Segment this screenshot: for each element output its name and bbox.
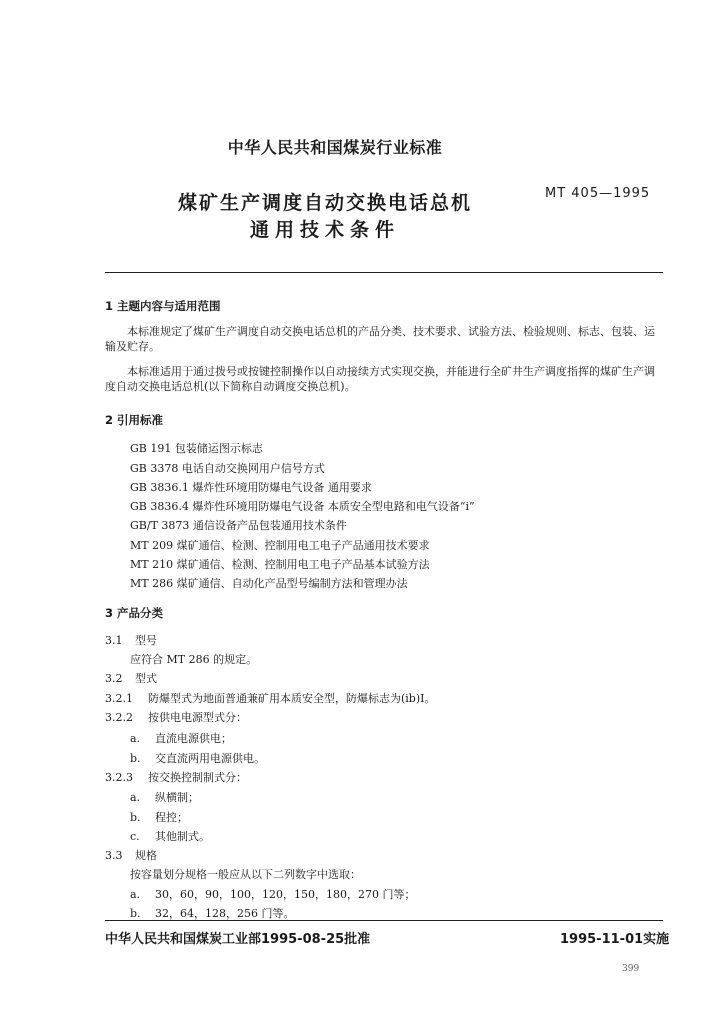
list-item-text: 直流电源供电；	[155, 732, 232, 745]
list-item-label: a.	[130, 732, 141, 745]
approval-line: 中华人民共和国煤炭工业部1995-08-25批准	[105, 932, 371, 947]
implementation-date: 1995-11-01实施	[560, 932, 670, 947]
list-item-text: 其他制式。	[155, 830, 210, 843]
clause-text: 按供电电源型式分：	[148, 711, 247, 724]
section-1-paragraph-1: 本标准规定了煤矿生产调度自动交换电话总机的产品分类、技术要求、试验方法、检验规则、标志、包装、运输及贮存。	[105, 325, 655, 353]
reference-item: MT 210 煤矿通信、检测、控制用电工电子产品基本试验方法	[130, 558, 430, 571]
clause-text: 按交换控制制式分：	[148, 771, 247, 784]
clause-number: 3.2.2	[105, 711, 133, 724]
section-1-paragraph-2: 本标准适用于通过拨号或按键控制操作以自动接续方式实现交换，并能进行全矿井生产调度指挥的煤矿生产调度自动交换电话总机(以下简称自动调度交换总机)。	[105, 365, 655, 393]
clause-text: 防爆型式为地面普通兼矿用本质安全型，防爆标志为(ib)I。	[148, 692, 436, 705]
clause-title: 型号	[135, 634, 157, 647]
list-item-text: 30，60，90，100，120，150，180，270 门等；	[155, 888, 416, 901]
list-item-text: 32，64，128，256 门等。	[155, 907, 295, 920]
list-item-label: a.	[130, 888, 141, 901]
clause-title: 规格	[135, 849, 157, 862]
document-title-line1: 煤矿生产调度自动交换电话总机	[177, 192, 472, 214]
clause-title: 型式	[135, 672, 157, 685]
clause-number: 3.1	[105, 634, 123, 647]
section-2-heading: 2 引用标准	[105, 413, 164, 427]
list-item-text: 程控；	[155, 811, 188, 824]
section-1-heading: 1 主题内容与适用范围	[105, 299, 221, 313]
reference-item: GB 3836.1 爆炸性环境用防爆电气设备 通用要求	[130, 481, 372, 494]
reference-item: GB 3378 电话自动交换网用户信号方式	[130, 462, 325, 475]
footer-divider	[105, 920, 663, 921]
reference-item: MT 209 煤矿通信、检测、控制用电工电子产品通用技术要求	[130, 539, 430, 552]
list-item-label: b.	[130, 811, 141, 824]
list-item-text: 交直流两用电源供电。	[155, 752, 265, 765]
clause-text: 应符合 MT 286 的规定。	[130, 653, 258, 666]
reference-item: GB 3836.4 爆炸性环境用防爆电气设备 本质安全型电路和电气设备“i”	[130, 500, 475, 513]
list-item-label: c.	[130, 830, 140, 843]
clause-number: 3.2	[105, 672, 123, 685]
clause-text: 按容量划分规格一般应从以下二列数字中选取：	[130, 868, 361, 881]
page-number: 399	[622, 964, 640, 974]
clause-number: 3.2.1	[105, 692, 133, 705]
document-title-line2: 通用技术条件	[249, 219, 400, 241]
clause-number: 3.3	[105, 849, 123, 862]
reference-item: GB 191 包装储运图示标志	[130, 442, 263, 455]
list-item-label: a.	[130, 791, 141, 804]
list-item-label: b.	[130, 752, 141, 765]
reference-item: GB/T 3873 通信设备产品包装通用技术条件	[130, 519, 347, 532]
header-divider	[105, 272, 663, 273]
standard-number: MT 405—1995	[545, 186, 651, 201]
clause-number: 3.2.3	[105, 771, 133, 784]
reference-item: MT 286 煤矿通信、自动化产品型号编制方法和管理办法	[130, 577, 408, 590]
section-3-heading: 3 产品分类	[105, 606, 164, 620]
header-org-title: 中华人民共和国煤炭行业标准	[227, 138, 443, 157]
list-item-label: b.	[130, 907, 141, 920]
list-item-text: 纵横制；	[155, 791, 199, 804]
